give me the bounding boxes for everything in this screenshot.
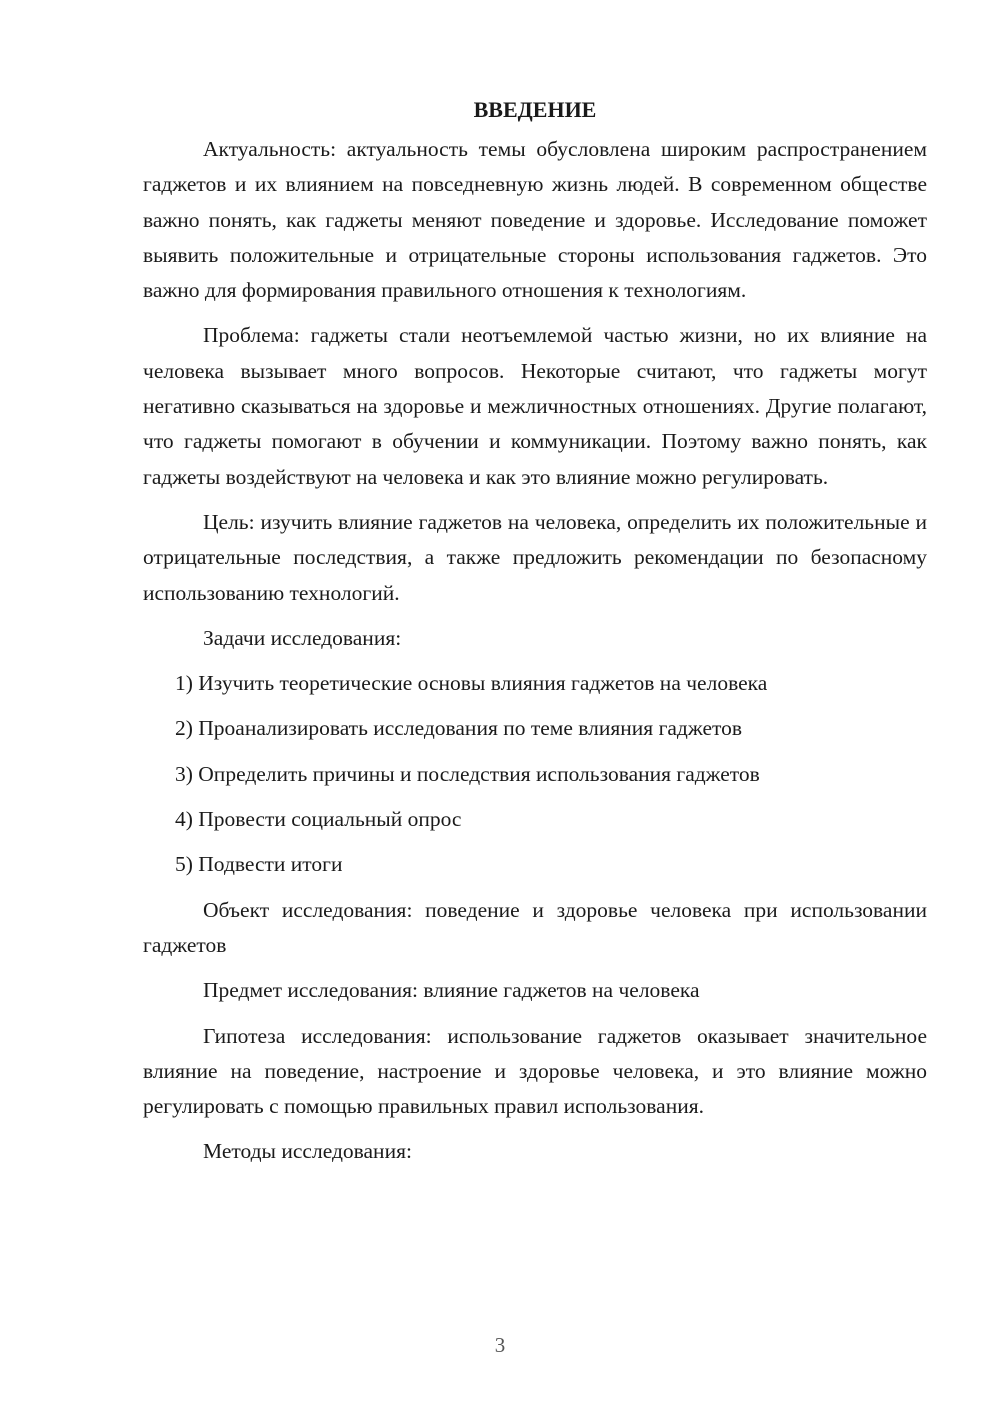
paragraph-problem: Проблема: гаджеты стали неотъемлемой частью жизни, но их влияние на человека вызывает много вопросов. Некоторые считают, что гаджеты могут негативно сказываться на здоровье и межличностных отношениях. Другие полагают, что гаджеты помогают в обучении и коммуникации. Поэтому важно понять, как гаджеты воздействуют на человека и как это влияние можно регулировать. xyxy=(143,323,927,489)
task-item: 5) Подвести итоги xyxy=(175,852,343,877)
task-item: 4) Провести социальный опрос xyxy=(175,807,462,832)
page-number: 3 xyxy=(494,1333,506,1357)
paragraph-subject: Предмет исследования: влияние гаджетов на человека xyxy=(203,978,700,1003)
task-item: 3) Определить причины и последствия использования гаджетов xyxy=(175,761,760,786)
paragraph-hypothesis: Гипотеза исследования: использование гаджетов оказывает значительное влияние на поведение, настроение и здоровье человека, и это влияние можно регулировать с помощью правильных правил использования. xyxy=(143,1023,927,1119)
tasks-heading: Задачи исследования: xyxy=(203,625,402,650)
paragraph-goal: Цель: изучить влияние гаджетов на человека, определить их положительные и отрицательные последствия, а также предложить рекомендации по безопасному использованию технологий. xyxy=(143,509,927,605)
page-content xyxy=(143,92,927,1180)
methods-heading: Методы исследования: xyxy=(203,1139,412,1164)
tasks-list xyxy=(143,666,927,882)
section-title: ВВЕДЕНИЕ xyxy=(473,97,597,122)
paragraph-relevance: Актуальность: актуальность темы обусловлена широким распространением гаджетов и их влиянием на повседневную жизнь людей. В современном обществе важно понять, как гаджеты меняют поведение и здоровье. Исследование поможет выявить положительные и отрицательные стороны использования гаджетов. Это важно для формирования правильного отношения к технологиям. xyxy=(143,137,927,303)
task-item: 2) Проанализировать исследования по теме влияния гаджетов xyxy=(175,716,742,741)
paragraph-object: Объект исследования: поведение и здоровье человека при использовании гаджетов xyxy=(143,897,927,957)
task-item: 1) Изучить теоретические основы влияния гаджетов на человека xyxy=(175,671,768,696)
